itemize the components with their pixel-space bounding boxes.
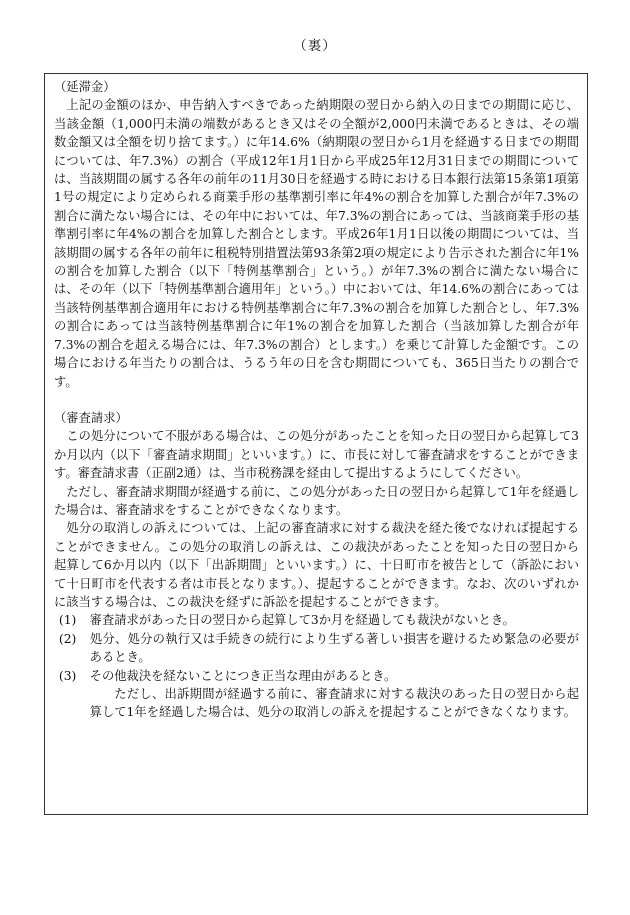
late-fee-heading: （延滞金） — [54, 80, 116, 94]
list-item-text: 処分、処分の執行又は手続きの続行により生ずる著しい損害を避けるため緊急の必要があるとき。 — [89, 631, 579, 665]
list-item-2 — [54, 630, 579, 667]
review-closing: ただし、出訴期間が経過する前に、審査請求に対する裁決のあった日の翌日から起算して1年を経過した場合は、処分の取消しの訴えを提起することができなくなります。 — [89, 687, 579, 720]
review-paragraph-1: この処分について不服がある場合は、この処分があったことを知った日の翌日から起算して3か月以内（以下「審査請求期間」といいます。）に、市長に対して審査請求をすることができます。審査請求書（正副2通）は、当市税務課を経由して提出するようにしてください。 — [54, 429, 579, 481]
list-item-number: (3) — [58, 668, 77, 683]
list-item-1 — [54, 611, 579, 629]
late-fee-section — [54, 78, 579, 391]
list-item-number: (2) — [58, 631, 77, 646]
notice-box — [44, 73, 588, 815]
list-item-text: その他裁決を経ないことにつき正当な理由があるとき。 — [89, 668, 397, 683]
page-heading: （裏） — [293, 38, 337, 54]
review-section — [54, 409, 579, 722]
section-spacer — [54, 391, 579, 409]
review-paragraph-2: ただし、審査請求期間が経過する前に、この処分があった日の翌日から起算して1年を経過した場合は、審査請求をすることができなくなります。 — [54, 484, 579, 517]
late-fee-body: 上記の金額のほか、申告納入すべきであった納期限の翌日から納入の日までの期間に応じ、当該金額（1,000円未満の端数があるとき又はその全額が2,000円未満であるときは、その端数金額又は全額を切り捨てます。）に年14.6%（納期限の翌日から1月を経過する日までの期間については、年7.3%）の割合（平成12年1月1日から平成25年12月31日までの期間については、当該期間の属する各年の前年の11月30日を経過する時における日本銀行法第15条第1項第1号の規定により定められる商業手形の基準割引率に年4%の割合を加算した割合が年7.3%の割合に満たない場合には、その年中においては、年7.3%の割合にあっては、当該商業手形の基準割引率に年4%の割合を加算した割合とします。平成26年1月1日以後の期間については、当該期間の属する各年の前年に租税特別措置法第93条第2項の規定により告示された割合に年1%の割合を加算した割合（以下「特例基準割合」という。）が年7.3%の割合に満たない場合には、その年（以下「特例基準割合適用年」という。）中においては、年14.6%の割合にあっては当該特例基準割合適用年における特例基準割合に年7.3%の割合を加算した割合とし、年7.3%の割合にあっては当該特例基準割合に年1%の割合を加算した割合（当該加算した割合が年7.3%の割合を超える場合には、年7.3%の割合）とします。）を乗じて計算した金額です。この場合における年当たりの割合は、うるう年の日を含む期間についても、365日当たりの割合です。 — [54, 98, 579, 389]
review-paragraph-3: 処分の取消しの訴えについては、上記の審査請求に対する裁決を経た後でなければ提起することができません。この処分の取消しの訴えは、この裁決があったことを知った日の翌日から起算して6か月以内（以下「出訴期間」といいます。）に、十日町市を被告として（訴訟において十日町市を代表する者は市長となります。）、提起することができます。なお、次のいずれかに該当する場合は、この裁決を経ずに訴訟を提起することができます。 — [54, 521, 579, 609]
review-heading: （審査請求） — [54, 410, 128, 425]
list-item-3 — [54, 667, 579, 685]
list-item-text: 審査請求があった日の翌日から起算して3か月を経過しても裁決がないとき。 — [89, 613, 515, 628]
list-item-number: (1) — [58, 613, 77, 628]
